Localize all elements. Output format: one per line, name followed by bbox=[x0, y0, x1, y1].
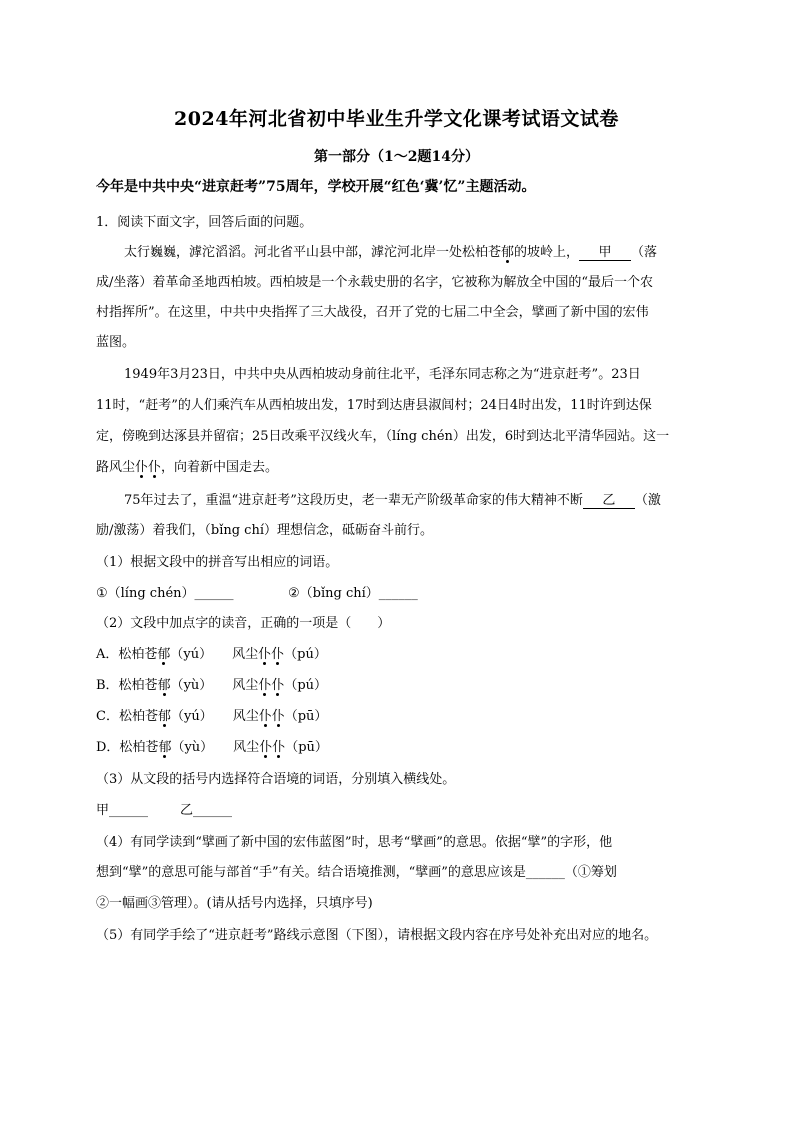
exam-title: 2024年河北省初中毕业生升学文化课考试语文试卷 bbox=[174, 108, 619, 130]
passage-text: 太行巍巍，滹沱滔滔。河北省平山县中部，滹沱河北岸一处松柏苍 bbox=[124, 245, 502, 260]
option-a[interactable] bbox=[96, 643, 327, 662]
option-pinyin: （pú） bbox=[284, 647, 327, 662]
sub-question-3: （3）从文段的括号内选择符合语境的词语，分别填入横线处。 bbox=[96, 772, 456, 787]
dotted-char: 仆 bbox=[259, 740, 273, 755]
dotted-char: 仆 bbox=[271, 678, 285, 693]
part-heading: 第一部分（1～2题14分） bbox=[314, 149, 479, 165]
passage-text: 路风尘 bbox=[96, 460, 136, 475]
option-b[interactable] bbox=[96, 674, 327, 693]
option-word: 风尘 bbox=[233, 740, 260, 755]
sub-question-4-line3: ②一幅画③管理）。(请从括号内选择，只填序号) bbox=[96, 896, 373, 911]
option-word: 风尘 bbox=[232, 678, 259, 693]
option-pinyin: （yù） bbox=[171, 740, 214, 755]
sub-question-1-blank-2: ②（bǐng chí）______ bbox=[288, 586, 418, 601]
dotted-char: 郁 bbox=[157, 709, 171, 724]
blank-jia: 甲 bbox=[579, 246, 631, 261]
option-word: 风尘 bbox=[232, 647, 259, 662]
dotted-char: 仆 bbox=[258, 709, 272, 724]
dotted-char: 郁 bbox=[157, 678, 171, 693]
option-d[interactable] bbox=[96, 736, 328, 755]
passage-p2-line1: 1949年3月23日，中共中央从西柏坡动身前往北平，毛泽东同志称之为“进京赶考”。23日 bbox=[124, 367, 641, 382]
sub-question-1-blank-1: ①（líng chén）______ bbox=[96, 586, 234, 601]
passage-p1-line2: 成/坐落）着革命圣地西柏坡。西柏坡是一个永载史册的名字，它被称为解放全中国的“最后一个农 bbox=[96, 275, 654, 290]
sub-question-5: （5）有同学手绘了“进京赶考”路线示意图（下图），请根据文段内容在序号处补充出对应的地名。 bbox=[96, 928, 658, 943]
sub-question-4-line2: 想到“擘”的意思可能与部首“手”有关。结合语境推测，“擘画”的意思应该是______（①筹划 bbox=[96, 865, 617, 880]
sub-question-4-line1: （4）有同学读到“擘画了新中国的宏伟蓝图”时，思考“擘画”的意思。依据“擘”的字形，他 bbox=[96, 835, 613, 850]
passage-text: 的坡岭上， bbox=[514, 245, 580, 260]
option-label: B．松柏苍 bbox=[96, 678, 158, 693]
dotted-char: 郁 bbox=[158, 740, 172, 755]
passage-p1-line4: 蓝图。 bbox=[96, 335, 136, 350]
option-c[interactable] bbox=[96, 705, 327, 724]
sub-question-1: （1）根据文段中的拼音写出相应的词语。 bbox=[96, 555, 339, 570]
passage-text: （激 bbox=[634, 493, 661, 508]
dotted-char: 仆 bbox=[272, 740, 286, 755]
option-word: 风尘 bbox=[232, 709, 259, 724]
option-label: A．松柏苍 bbox=[96, 647, 158, 662]
dotted-char: 仆 bbox=[148, 460, 162, 475]
passage-p2-line4 bbox=[96, 456, 278, 475]
dotted-char: 仆 bbox=[258, 678, 272, 693]
option-pinyin: （yú） bbox=[170, 647, 213, 662]
dotted-char: 郁 bbox=[157, 647, 171, 662]
dotted-char: 仆 bbox=[271, 709, 285, 724]
option-pinyin: （pú） bbox=[284, 678, 328, 693]
dotted-char: 仆 bbox=[135, 460, 149, 475]
dotted-char: 郁 bbox=[501, 245, 515, 260]
passage-p3-line1 bbox=[124, 489, 661, 509]
passage-text: （落 bbox=[631, 245, 658, 260]
option-pinyin: （pū） bbox=[285, 740, 328, 755]
passage-p1-line1 bbox=[124, 241, 657, 261]
blank-yi: 乙 bbox=[583, 494, 635, 509]
sub-question-3-blank-yi: 乙______ bbox=[180, 803, 233, 818]
passage-text: ，向着新中国走去。 bbox=[161, 460, 279, 475]
option-pinyin: （pū） bbox=[284, 709, 328, 724]
dotted-char: 仆 bbox=[271, 647, 285, 662]
passage-p2-line2: 11时，“赶考”的人们乘汽车从西柏坡出发，17时到达唐县淑闾村；24日4时出发，11时许到达保 bbox=[96, 398, 652, 413]
passage-p1-line3: 村指挥所”。在这里，中共中央指挥了三大战役，召开了党的七届二中全会，擘画了新中国的宏伟 bbox=[96, 305, 649, 320]
option-label: D．松柏苍 bbox=[96, 740, 159, 755]
option-pinyin: （yù） bbox=[170, 678, 213, 693]
intro-statement: 今年是中共中央“进京赶考”75周年，学校开展“红色‘冀’忆”主题活动。 bbox=[96, 179, 536, 195]
sub-question-3-blank-jia: 甲______ bbox=[96, 803, 149, 818]
passage-p3-line2: 励/激荡）着我们，（bǐng chí）理想信念，砥砺奋斗前行。 bbox=[96, 523, 433, 538]
passage-p2-line3: 定，傍晚到达涿县并留宿；25日改乘平汉线火车，（líng chén）出发，6时到达北平清华园站。这一 bbox=[96, 429, 670, 444]
question-1-stem: 1．阅读下面文字，回答后面的问题。 bbox=[96, 215, 313, 230]
option-pinyin: （yú） bbox=[170, 709, 213, 724]
passage-text: 75年过去了，重温“进京赶考”这段历史，老一辈无产阶级革命家的伟大精神不断 bbox=[124, 493, 583, 508]
option-label: C．松柏苍 bbox=[96, 709, 158, 724]
dotted-char: 仆 bbox=[258, 647, 272, 662]
sub-question-2: （2）文段中加点字的读音，正确的一项是（ ） bbox=[96, 616, 391, 631]
